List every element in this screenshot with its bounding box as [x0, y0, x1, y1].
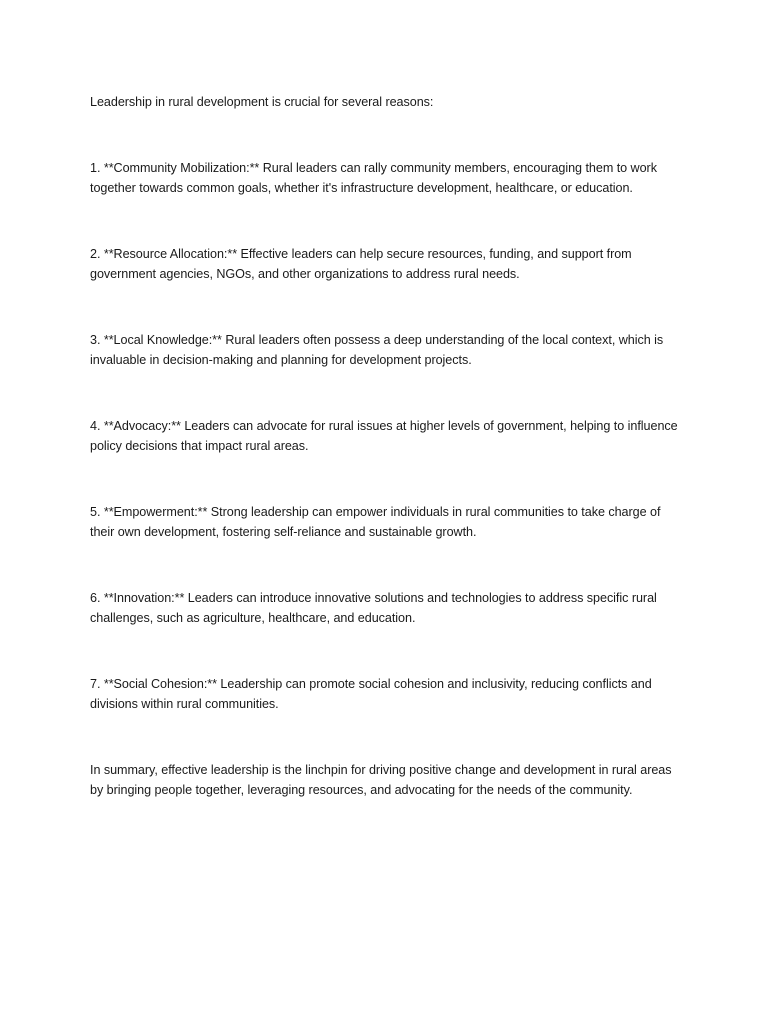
document-body — [90, 92, 680, 800]
list-item-community-mobilization: 1. **Community Mobilization:** Rural leaders can rally community members, encouraging them to work together towards common goals, whether it's infrastructure development, healthcare, or education. — [90, 161, 657, 195]
list-item-social-cohesion: 7. **Social Cohesion:** Leadership can promote social cohesion and inclusivity, reducing conflicts and divisions within rural communities. — [90, 677, 652, 711]
list-item-empowerment: 5. **Empowerment:** Strong leadership can empower individuals in rural communities to take charge of their own development, fostering self-reliance and sustainable growth. — [90, 505, 661, 539]
summary-paragraph: In summary, effective leadership is the linchpin for driving positive change and development in rural areas by bringing people together, leveraging resources, and advocating for the needs of the community. — [90, 763, 672, 797]
list-item-resource-allocation: 2. **Resource Allocation:** Effective leaders can help secure resources, funding, and support from government agencies, NGOs, and other organizations to address rural needs. — [90, 247, 632, 281]
list-item-advocacy: 4. **Advocacy:** Leaders can advocate for rural issues at higher levels of government, helping to influence policy decisions that impact rural areas. — [90, 419, 678, 453]
intro-paragraph: Leadership in rural development is crucial for several reasons: — [90, 95, 434, 109]
list-item-local-knowledge: 3. **Local Knowledge:** Rural leaders often possess a deep understanding of the local context, which is invaluable in decision-making and planning for development projects. — [90, 333, 664, 367]
list-item-innovation: 6. **Innovation:** Leaders can introduce innovative solutions and technologies to address specific rural challenges, such as agriculture, healthcare, and education. — [90, 591, 657, 625]
